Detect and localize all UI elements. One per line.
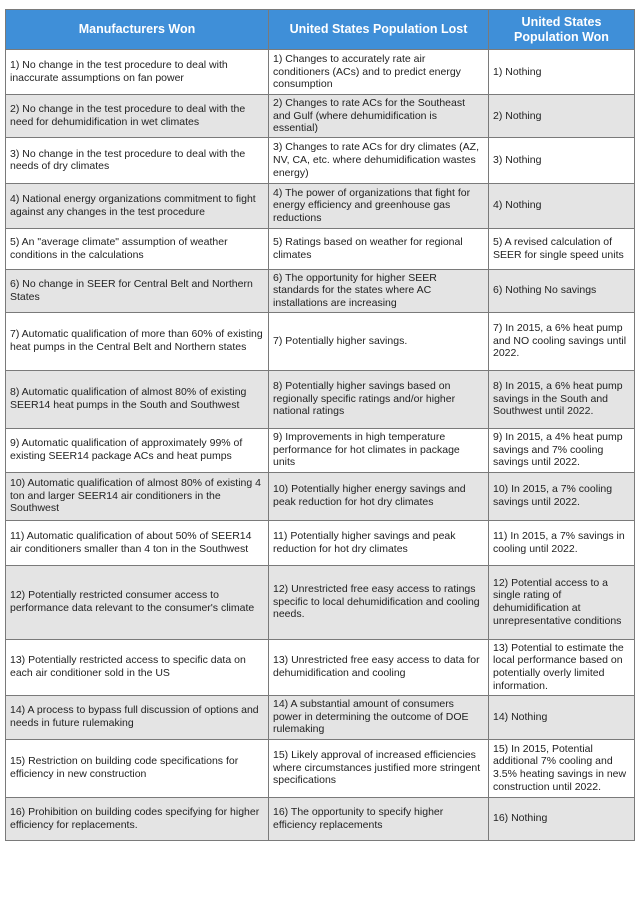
cell-population-won: 12) Potential access to a single rating of dehumidification at unrepresentative conditions [489,565,635,639]
cell-manufacturers-won: 11) Automatic qualification of about 50% of SEER14 air conditioners smaller than 4 ton in the Southwest [6,520,269,565]
cell-population-won: 5) A revised calculation of SEER for single speed units [489,228,635,269]
table-row [6,137,635,183]
cell-manufacturers-won: 4) National energy organizations commitment to fight against any changes in the test procedure [6,183,269,228]
table-row [6,183,635,228]
cell-manufacturers-won: 6) No change in SEER for Central Belt and Northern States [6,269,269,312]
table-row [6,228,635,269]
table-row [6,797,635,840]
cell-manufacturers-won: 2) No change in the test procedure to deal with the need for dehumidification in wet climates [6,95,269,138]
cell-population-won: 13) Potential to estimate the local performance based on potentially overly limited information. [489,639,635,695]
cell-population-won: 9) In 2015, a 4% heat pump savings and 7% cooling savings until 2022. [489,428,635,472]
cell-population-won: 7) In 2015, a 6% heat pump and NO cooling savings until 2022. [489,312,635,370]
cell-population-lost: 11) Potentially higher savings and peak reduction for hot dry climates [269,520,489,565]
cell-population-lost: 12) Unrestricted free easy access to ratings specific to local dehumidification and cooling needs. [269,565,489,639]
cell-manufacturers-won: 15) Restriction on building code specifications for efficiency in new construction [6,739,269,797]
header-population-lost: United States Population Lost [269,10,489,50]
table-row [6,95,635,138]
cell-population-lost: 9) Improvements in high temperature performance for hot climates in package units [269,428,489,472]
cell-population-won: 16) Nothing [489,797,635,840]
cell-manufacturers-won: 16) Prohibition on building codes specifying for higher efficiency for replacements. [6,797,269,840]
cell-population-won: 3) Nothing [489,137,635,183]
cell-population-lost: 16) The opportunity to specify higher efficiency replacements [269,797,489,840]
cell-population-lost: 15) Likely approval of increased efficiencies where circumstances justified more stringent specifications [269,739,489,797]
cell-population-lost: 2) Changes to rate ACs for the Southeast and Gulf (where dehumidification is essential) [269,95,489,138]
table-row [6,695,635,739]
cell-manufacturers-won: 13) Potentially restricted access to specific data on each air conditioner sold in the US [6,639,269,695]
comparison-table-container [5,9,634,841]
cell-population-lost: 6) The opportunity for higher SEER standards for the states where AC installations are increasing [269,269,489,312]
cell-population-won: 6) Nothing No savings [489,269,635,312]
cell-population-lost: 13) Unrestricted free easy access to data for dehumidification and cooling [269,639,489,695]
table-row [6,639,635,695]
cell-manufacturers-won: 3) No change in the test procedure to deal with the needs of dry climates [6,137,269,183]
cell-population-won: 1) Nothing [489,50,635,95]
cell-manufacturers-won: 7) Automatic qualification of more than 60% of existing heat pumps in the Central Belt and Northern states [6,312,269,370]
cell-manufacturers-won: 14) A process to bypass full discussion of options and needs in future rulemaking [6,695,269,739]
cell-population-lost: 3) Changes to rate ACs for dry climates (AZ, NV, CA, etc. where dehumidification wastes energy) [269,137,489,183]
table-row [6,739,635,797]
table-body [6,50,635,841]
cell-manufacturers-won: 8) Automatic qualification of almost 80% of existing SEER14 heat pumps in the South and Southwest [6,370,269,428]
comparison-table [5,9,635,841]
table-row [6,312,635,370]
table-row [6,428,635,472]
cell-population-won: 15) In 2015, Potential additional 7% cooling and 3.5% heating savings in new construction until 2022. [489,739,635,797]
cell-manufacturers-won: 12) Potentially restricted consumer access to performance data relevant to the consumer's climate [6,565,269,639]
header-manufacturers-won: Manufacturers Won [6,10,269,50]
cell-population-won: 14) Nothing [489,695,635,739]
table-row [6,50,635,95]
cell-population-lost: 8) Potentially higher savings based on regionally specific ratings and/or higher national ratings [269,370,489,428]
cell-population-won: 8) In 2015, a 6% heat pump savings in the South and Southwest until 2022. [489,370,635,428]
table-header-row [6,10,635,50]
cell-population-won: 4) Nothing [489,183,635,228]
cell-population-lost: 5) Ratings based on weather for regional climates [269,228,489,269]
table-row [6,269,635,312]
cell-population-lost: 7) Potentially higher savings. [269,312,489,370]
table-row [6,370,635,428]
cell-population-lost: 10) Potentially higher energy savings and peak reduction for hot dry climates [269,472,489,520]
cell-population-lost: 14) A substantial amount of consumers power in determining the outcome of DOE rulemaking [269,695,489,739]
table-row [6,520,635,565]
cell-population-lost: 1) Changes to accurately rate air conditioners (ACs) and to predict energy consumption [269,50,489,95]
cell-population-won: 2) Nothing [489,95,635,138]
table-row [6,472,635,520]
header-population-won: United States Population Won [489,10,635,50]
table-row [6,565,635,639]
cell-population-won: 11) In 2015, a 7% savings in cooling until 2022. [489,520,635,565]
cell-population-lost: 4) The power of organizations that fight for energy efficiency and greenhouse gas reductions [269,183,489,228]
cell-manufacturers-won: 9) Automatic qualification of approximately 99% of existing SEER14 package ACs and heat pumps [6,428,269,472]
cell-population-won: 10) In 2015, a 7% cooling savings until 2022. [489,472,635,520]
cell-manufacturers-won: 10) Automatic qualification of almost 80% of existing 4 ton and larger SEER14 air conditioners in the Southwest [6,472,269,520]
cell-manufacturers-won: 5) An "average climate" assumption of weather conditions in the calculations [6,228,269,269]
cell-manufacturers-won: 1) No change in the test procedure to deal with inaccurate assumptions on fan power [6,50,269,95]
